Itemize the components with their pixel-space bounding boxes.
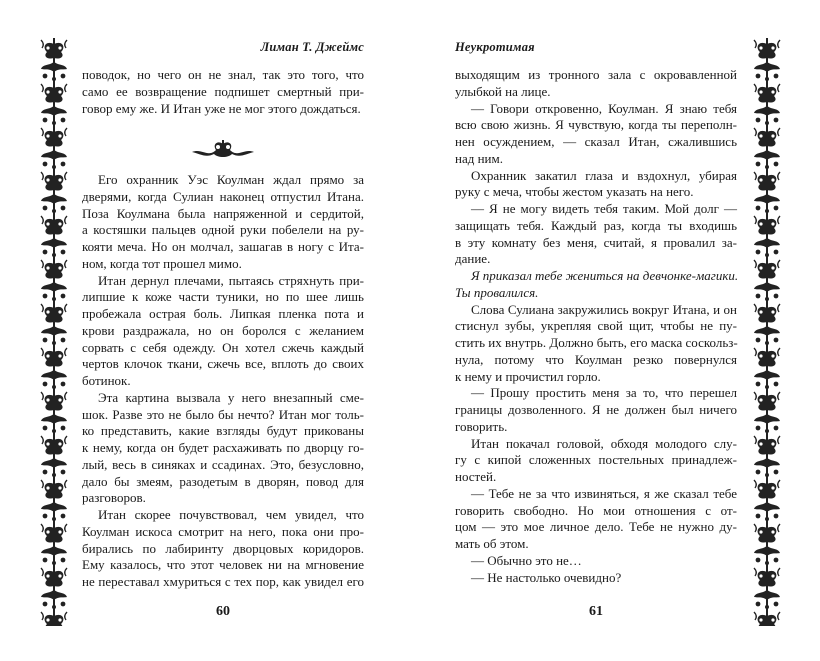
- text-line: — Прошу простить меня за то, что перешел: [471, 385, 737, 401]
- text-line: говорить свободно. Но мои отношения с от-: [455, 502, 737, 518]
- text-line: — Не настолько очевидно?: [471, 569, 622, 585]
- text-line: улыбкой на лице.: [455, 83, 551, 99]
- text-line: Ему казалось, что этот человек ни на мгновение: [82, 557, 364, 573]
- text-line: ко представить, какие взгляды будут прикованы: [82, 423, 364, 439]
- text-line: защищать тебя. Каждый раз, когда ты входишь: [455, 217, 737, 233]
- left-page: [82, 0, 364, 661]
- text-line: Итан покачал головой, обходя молодого слу-: [471, 435, 737, 451]
- text-line: дание.: [455, 251, 491, 267]
- text-line: стить их внутрь. Должно быть, его маска соскольз-: [455, 335, 738, 350]
- text-line: к нему, когда он будет расхаживать по дворцу го-: [82, 440, 364, 455]
- text-line: Его охранник Уэс Коулман ждал прямо за: [98, 172, 364, 187]
- text-line: ностей.: [455, 469, 497, 484]
- page-number: 60: [216, 604, 230, 619]
- ornamental-border-right: [752, 38, 782, 626]
- text-line: Итан дернул плечами, пытаясь стряхнуть при-: [98, 272, 364, 288]
- text-line: дверями, когда Сулиан наконец отпустил Итана.: [82, 188, 364, 204]
- text-block: [82, 172, 364, 591]
- ornamental-border-left: [39, 38, 69, 626]
- text-line: поводок, но чего он не знал, так это того, что: [82, 67, 364, 82]
- text-line: Итан скорее почувствовал, чем увидел, что: [98, 507, 364, 522]
- text-line: ботинок.: [82, 373, 131, 388]
- text-line: сорвать с себя одежду. Он хотел сжечь каждый: [82, 339, 364, 355]
- text-block: [82, 67, 364, 117]
- running-head-title: Неукротимая: [455, 40, 535, 54]
- text-line: — Обычно это не…: [471, 552, 582, 568]
- text-line: руку с меча, чтобы жестом указать на него.: [455, 184, 694, 200]
- text-line: Слова Сулиана закружились вокруг Итана, и он: [471, 301, 737, 317]
- text-line: — Я не могу видеть тебя таким. Мой долг —: [471, 201, 737, 216]
- text-line: дало бы змеям, разодетым в дворян, повод для: [82, 473, 364, 489]
- text-line: липшие к коже части туники, но по шее лишь: [82, 289, 364, 305]
- right-page: [455, 0, 737, 661]
- text-line: всю свою жизнь. Я чувствую, когда ты переполн-: [455, 117, 737, 133]
- text-line: кояти меча. Но он молчал, зашагав в ногу с Ита-: [82, 239, 364, 254]
- text-line: — Говори откровенно, Коулман. Я знаю тебя: [471, 100, 737, 116]
- text-line: Охранник закатил глаза и вздохнул, убирая: [471, 167, 737, 183]
- text-line: шок. Разве это не было бы нечто? Итан мог толь-: [82, 406, 364, 422]
- text-line: над ним.: [455, 150, 503, 166]
- page-number: 61: [589, 604, 603, 619]
- text-line: Коулман искоса смотрит на него, пока они про-: [82, 523, 364, 539]
- text-line: к нему и прочистил горло.: [455, 368, 601, 384]
- text-line: пробежала острая боль. Липкая пленка пота и: [82, 306, 364, 321]
- running-head-author: Лиман Т. Джеймс: [260, 40, 364, 54]
- text-block: [455, 67, 737, 586]
- text-line: нула, потому что Коулман резко повернулся: [455, 351, 737, 367]
- text-line: нен осуждением, — сказал Итан, сжалившись: [455, 134, 737, 149]
- text-line: говор ему же. И Итан уже не мог этого дождаться.: [82, 100, 361, 116]
- text-line: Я приказал тебе жениться на девчонке-магики.: [471, 268, 739, 283]
- text-line: само ее возвращение подпишет смертный при-: [82, 83, 364, 99]
- text-line: стиснул зубы, укрепляя свой щит, чтобы не пу-: [455, 318, 737, 334]
- text-line: Поза Коулмана была напряженной и сердитой,: [82, 205, 364, 221]
- section-break-ornament-icon: [190, 138, 256, 160]
- text-line: ном, когда тот прошел мимо.: [82, 255, 242, 271]
- text-line: выходящим из тронного зала с окровавленной: [455, 67, 737, 82]
- text-line: в эту комнату без меня, считай, я провалил за-: [455, 234, 737, 250]
- text-line: мать об этом.: [455, 536, 529, 551]
- text-line: цом — это мое личное дело. Тебе не нужно ду-: [455, 519, 737, 535]
- text-line: Эта картина вызвала у него внезапный сме-: [98, 389, 364, 405]
- text-line: разговоров.: [82, 490, 146, 506]
- text-line: границы дозволенного. Я не должен был ничего: [455, 402, 737, 417]
- text-line: — Тебе не за что извиняться, я же сказал тебе: [471, 485, 737, 501]
- text-line: лый, весь в синяках и ссадинах. Это, безусловно,: [82, 456, 364, 472]
- text-line: бирались по лабиринту дворцовых коридоров.: [82, 540, 364, 556]
- text-line: не переставал хмуриться с тех пор, как увидел его: [82, 574, 364, 589]
- text-line: чертов клочок ткани, сжечь все, вплоть до своих: [82, 356, 364, 372]
- text-line: Ты провалился.: [455, 284, 539, 300]
- text-line: гу с кипой сложенных постельных принадлеж-: [455, 452, 737, 468]
- text-line: а костяшки пальцев одной руки побелели на ру-: [82, 222, 364, 238]
- text-line: крови раздражала, но он боролся с желанием: [82, 322, 364, 338]
- text-line: говорить.: [455, 418, 508, 434]
